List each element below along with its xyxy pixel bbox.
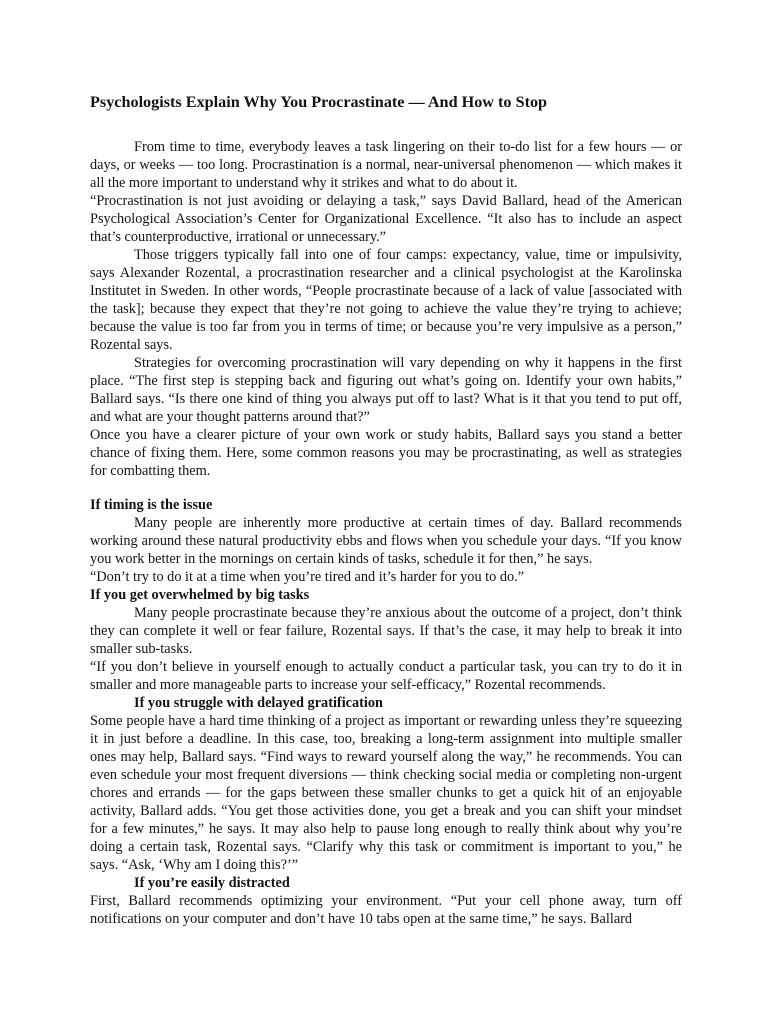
article-body [90,138,682,928]
section-spacer [90,480,682,496]
article-title: Psychologists Explain Why You Procrastinate — And How to Stop [90,93,548,111]
section-heading-distracted: If you’re easily distracted [134,875,290,891]
overwhelmed-paragraph: Many people procrastinate because they’re anxious about the outcome of a project, don’t think they can complete it well or fear failure, Rozental says. If that’s the case, it may help to break it into smaller sub-tasks. [90,605,682,657]
habits-paragraph: Once you have a clearer picture of your own work or study habits, Ballard says you stand a better chance of fixing them. Here, some common reasons you may be procrastinating, as well as strategies for combatting them. [90,427,682,479]
distracted-paragraph: First, Ballard recommends optimizing your environment. “Put your cell phone away, turn off notifications on your computer and don’t have 10 tabs open at the same time,” he says. Ballard [90,893,682,927]
gratification-paragraph: Some people have a hard time thinking of a project as important or rewarding unless they’re squeezing it in just before a deadline. In this case, too, breaking a long-term assignment into multiple smaller ones may help, Ballard says. “Find ways to reward yourself along the way,” he recommends. You can even schedule your most frequent diversions — think checking social media or completing non-urgent chores and errands — for the gaps between these smaller chunks to get a quick hit of an enjoyable activity, Ballard adds. “You get those activities done, you get a break and you can shift your mindset for a few minutes,” he says. It may also help to pause long enough to really think about why you’re doing a certain task, Rozental says. “Clarify why this task or commitment is important to you,” he says. “Ask, ‘Why am I doing this?’” [90,713,682,873]
section-heading-overwhelmed: If you get overwhelmed by big tasks [90,587,310,603]
section-heading-timing: If timing is the issue [90,497,213,513]
triggers-paragraph: Those triggers typically fall into one of four camps: expectancy, value, time or impulsivity, says Alexander Rozental, a procrastination researcher and a clinical psychologist at the Karolinska Institutet in Sweden. In other words, “People procrastinate because of a lack of value [associated with the task]; because they expect that they’re not going to achieve the value they’re trying to achieve; because the value is too far from you in terms of time; or because you’re very impulsive as a person,” Rozental says. [90,247,682,353]
timing-paragraph: Many people are inherently more productive at certain times of day. Ballard recommends working around these natural productivity ebbs and flows when you schedule your days. “If you know you work better in the mornings on certain kinds of tasks, schedule it for then,” he says. [90,515,682,567]
timing-quote-paragraph: “Don’t try to do it at a time when you’re tired and it’s harder for you to do.” [90,569,525,585]
strategies-paragraph: Strategies for overcoming procrastination will vary depending on why it happens in the first place. “The first step is stepping back and figuring out what’s going on. Identify your own habits,” Ballard says. “Is there one kind of thing you always put off to last? What is it that you tend to put off, and what are your thought patterns around that?” [90,355,682,425]
intro-paragraph: From time to time, everybody leaves a task lingering on their to-do list for a few hours — or days, or weeks — too long. Procrastination is a normal, near-universal phenomenon — which makes it all the more important to understand why it strikes and what to do about it. [90,139,682,191]
overwhelmed-quote-paragraph: “If you don’t believe in yourself enough to actually conduct a particular task, you can try to do it in smaller and more manageable parts to increase your self-efficacy,” Rozental recommends. [90,659,682,693]
section-heading-gratification: If you struggle with delayed gratification [134,695,383,711]
ballard-quote-paragraph: “Procrastination is not just avoiding or delaying a task,” says David Ballard, head of the American Psychological Association’s Center for Organizational Excellence. “It also has to include an aspect that’s counterproductive, irrational or unnecessary.” [90,193,682,245]
